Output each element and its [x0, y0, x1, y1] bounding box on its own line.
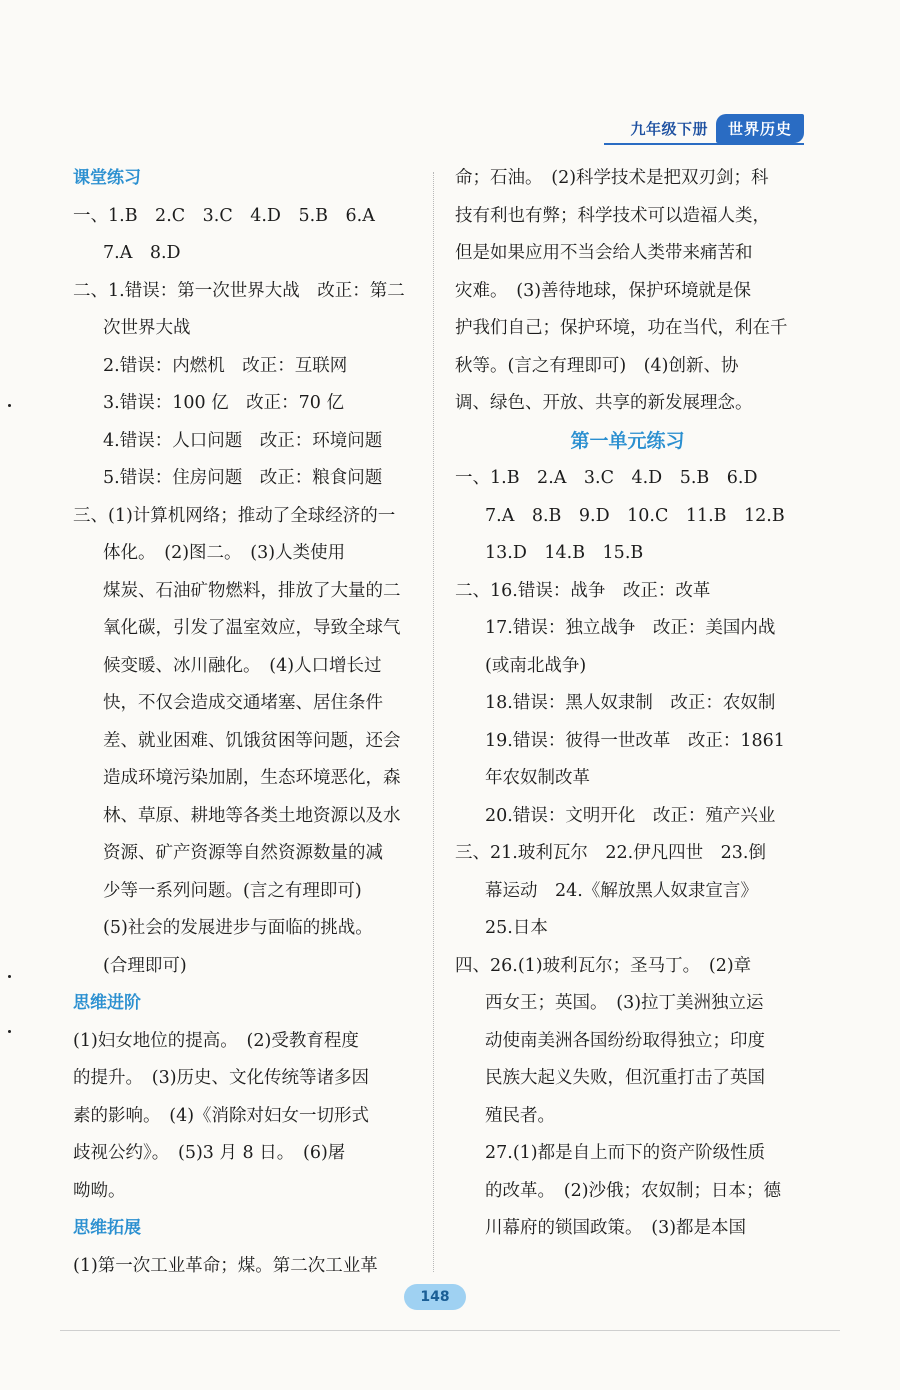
page-number: 148 — [420, 1289, 450, 1305]
answer-line: (合理即可) — [103, 955, 187, 976]
answer-line: 调、绿色、开放、共享的新发展理念。 — [455, 393, 753, 413]
answer-line: 27.(1)都是自上而下的资产阶级性质 — [485, 1143, 766, 1163]
header-rule — [604, 143, 804, 145]
answer-line: 一、1.B 2.C 3.C 4.D 5.B 6.A — [73, 205, 375, 226]
answer-line: 秋等。(言之有理即可) (4)创新、协 — [455, 355, 739, 376]
page-header — [630, 114, 804, 143]
answer-line: 造成环境污染加剧，生态环境恶化，森 — [103, 768, 401, 788]
section-title-thinking-expansion: 思维拓展 — [73, 1218, 141, 1238]
answer-line: 7.A 8.D — [103, 243, 181, 263]
answer-line: 体化。 (2)图二。 (3)人类使用 — [103, 543, 346, 563]
answer-line: 命；石油。 (2)科学技术是把双刃剑；科 — [455, 168, 769, 188]
answer-line: 幕运动 24.《解放黑人奴隶宣言》 — [485, 880, 758, 901]
answer-line: 西女王；英国。 (3)拉丁美洲独立运 — [485, 993, 764, 1013]
answer-line: 13.D 14.B 15.B — [485, 543, 644, 563]
answer-line: 民族大起义失败，但沉重打击了英国 — [485, 1068, 765, 1088]
answer-line: 5.错误：住房问题 改正：粮食问题 — [103, 468, 383, 488]
answer-line: 年农奴制改革 — [485, 768, 590, 788]
answer-line: 2.错误：内燃机 改正：互联网 — [103, 355, 348, 376]
answer-line: 技有利也有弊；科学技术可以造福人类， — [455, 205, 770, 226]
answer-line: (1)妇女地位的提高。 (2)受教育程度 — [73, 1030, 359, 1051]
answer-line: 7.A 8.B 9.D 10.C 11.B 12.B — [485, 505, 785, 526]
answer-line: 的改革。 (2)沙俄；农奴制；日本；德 — [485, 1180, 782, 1201]
right-column — [455, 160, 800, 1248]
answer-line: 25.日本 — [485, 918, 548, 938]
answer-line: (1)第一次工业革命；煤。第二次工业革 — [73, 1255, 378, 1276]
answer-line: 四、26.(1)玻利瓦尔；圣马丁。 (2)章 — [455, 955, 752, 976]
answer-line: 素的影响。 (4)《消除对妇女一切形式 — [73, 1105, 370, 1126]
answer-line: (5)社会的发展进步与面临的挑战。 — [103, 918, 373, 938]
answer-line: 4.错误：人口问题 改正：环境问题 — [103, 430, 383, 451]
answer-line: 次世界大战 — [103, 318, 191, 338]
bottom-rule — [60, 1330, 840, 1331]
answer-line: 差、就业困难、饥饿贫困等问题，还会 — [103, 730, 401, 751]
section-title-thinking-advance: 思维进阶 — [73, 993, 141, 1013]
answer-line: 的提升。 (3)历史、文化传统等诸多因 — [73, 1068, 370, 1088]
answer-line: 三、(1)计算机网络；推动了全球经济的一 — [73, 505, 396, 526]
answer-line: 川幕府的锁国政策。 (3)都是本国 — [485, 1218, 747, 1238]
answer-line: 殖民者。 — [485, 1105, 555, 1126]
answer-line: 护我们自己；保护环境，功在当代，利在千 — [455, 318, 788, 338]
page-number-badge — [404, 1284, 466, 1310]
answer-line: 18.错误：黑人奴隶制 改正：农奴制 — [485, 693, 776, 713]
answer-line: 三、21.玻利瓦尔 22.伊凡四世 23.倒 — [455, 843, 766, 863]
left-column — [73, 160, 418, 1285]
answer-line: 氧化碳，引发了温室效应，导致全球气 — [103, 618, 401, 638]
answer-line: 资源、矿产资源等自然资源数量的减 — [103, 843, 383, 863]
answer-line: 少等一系列问题。(言之有理即可) — [103, 880, 362, 901]
answer-line: 17.错误：独立战争 改正：美国内战 — [485, 618, 776, 638]
answer-line: 林、草原、耕地等各类土地资源以及水 — [103, 805, 401, 826]
answer-line: 煤炭、石油矿物燃料，排放了大量的二 — [103, 580, 401, 601]
answer-line: 但是如果应用不当会给人类带来痛苦和 — [455, 243, 753, 263]
answer-line: 3.错误：100 亿 改正：70 亿 — [103, 393, 344, 413]
answer-line: 20.错误：文明开化 改正：殖产兴业 — [485, 805, 776, 826]
column-divider — [433, 172, 434, 1272]
answer-line: 候变暖、冰川融化。 (4)人口增长过 — [103, 655, 382, 676]
answer-line: 二、1.错误：第一次世界大战 改正：第二 — [73, 280, 405, 301]
answer-line: (或南北战争) — [485, 655, 587, 676]
answer-line: 快，不仅会造成交通堵塞、居住条件 — [103, 693, 383, 713]
section-title-classroom-practice: 课堂练习 — [73, 168, 141, 188]
scan-mark — [8, 975, 11, 978]
answer-line: 19.错误：彼得一世改革 改正：1861 — [485, 730, 785, 751]
answer-line: 动使南美洲各国纷纷取得独立；印度 — [485, 1030, 765, 1051]
scan-mark — [8, 404, 11, 407]
answer-line: 呦呦。 — [73, 1180, 126, 1201]
answer-line: 一、1.B 2.A 3.C 4.D 5.B 6.D — [455, 468, 758, 488]
subject-badge: 世界历史 — [716, 114, 804, 143]
answer-line: 灾难。 (3)善待地球，保护环境就是保 — [455, 280, 752, 301]
answer-line: 歧视公约》。 (5)3 月 8 日。 (6)屠 — [73, 1143, 346, 1163]
unit-title: 第一单元练习 — [570, 429, 685, 452]
answer-line: 二、16.错误：战争 改正：改革 — [455, 580, 711, 601]
grade-label: 九年级下册 — [630, 120, 708, 138]
scan-mark — [8, 1030, 11, 1033]
